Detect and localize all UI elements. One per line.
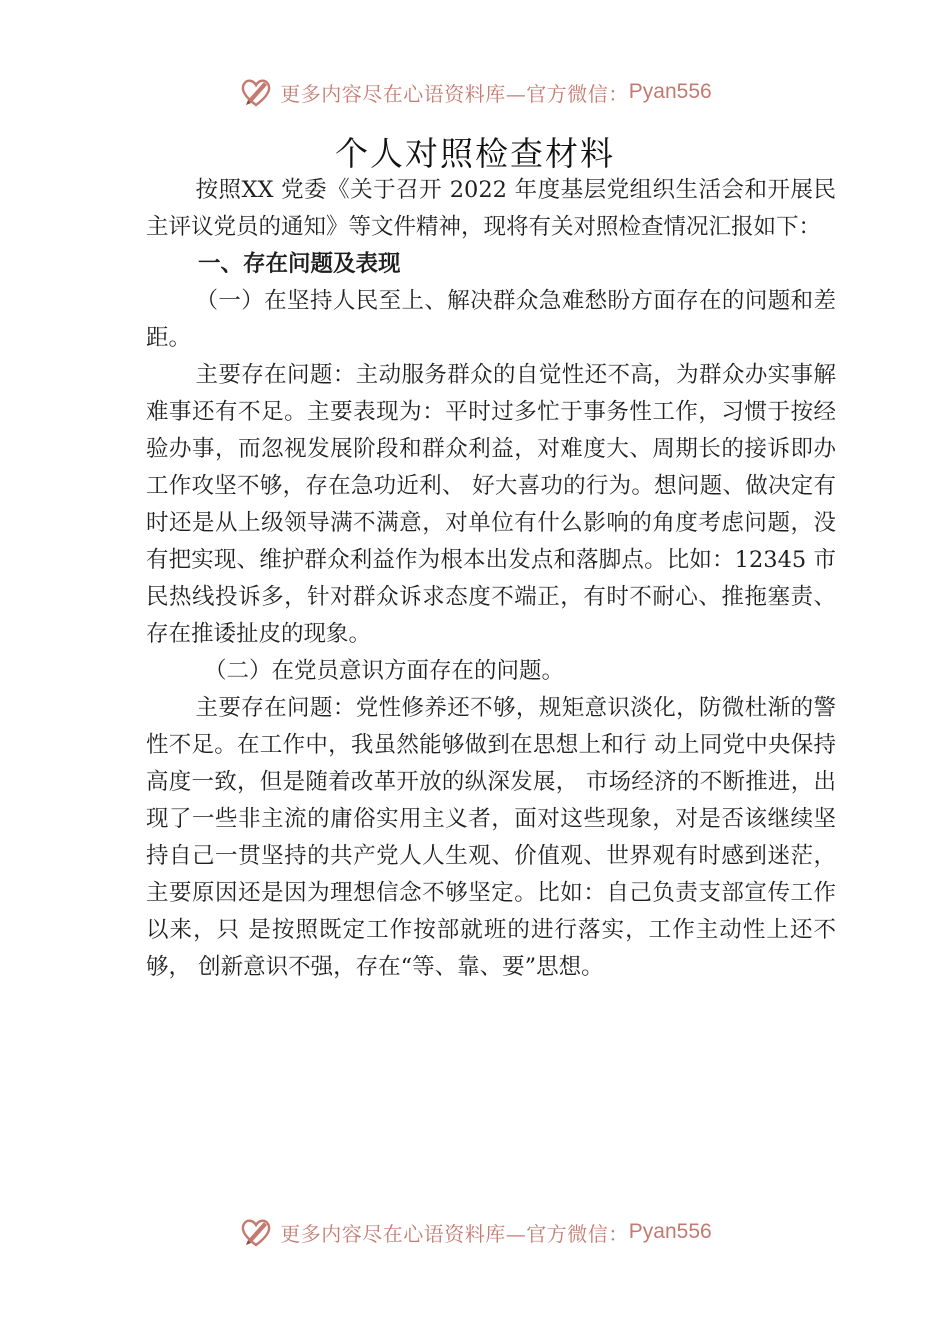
section-heading: 一、存在问题及表现 — [198, 251, 401, 277]
watermark-text: 更多内容尽在心语资料库—官方微信： — [280, 81, 629, 106]
watermark-header — [0, 72, 950, 112]
pen-heart-logo-icon — [238, 1214, 274, 1250]
watermark-wechat-id: Pyan556 — [628, 80, 712, 103]
subsection-heading-1: （一）在坚持人民至上、解决群众急难愁盼方面存在的问题和差距。 — [146, 288, 836, 351]
pen-heart-logo-icon — [238, 74, 274, 110]
watermark-footer — [0, 1212, 950, 1252]
watermark-wechat-id: Pyan556 — [628, 1220, 712, 1243]
subsection-body-1: 主要存在问题：主动服务群众的自觉性还不高，为群众办实事解难事还有不足。主要表现为：平时过多忙于事务性工作，习惯于按经验办事，而忽视发展阶段和群众利益，对难度大、周期长的接诉即办工作攻坚不够，存在急功近利、 好大喜功的行为。想问题、做决定有时还是从上级领导满不满意，对单位有什么影响的角度考虑问题，没有把实现、维护群众利益作为根本出发点和落脚点。比如：12345 市民热线投诉多，针对群众诉求态度不端正，有时不耐心、推拖塞责、存在推诿扯皮的现象。 — [146, 362, 836, 647]
intro-paragraph: 按照XX 党委《关于召开 2022 年度基层党组织生活会和开展民主评议党员的通知》等文件精神，现将有关对照检查情况汇报如下： — [146, 177, 836, 240]
subsection-heading-2: （二）在党员意识方面存在的问题。 — [204, 658, 565, 684]
watermark-text: 更多内容尽在心语资料库—官方微信： — [280, 1221, 629, 1246]
document-body — [146, 172, 836, 986]
document-title: 个人对照检查材料 — [335, 134, 615, 173]
subsection-body-2: 主要存在问题：党性修养还不够，规矩意识淡化，防微杜渐的警性不足。在工作中，我虽然能够做到在思想上和行 动上同党中央保持高度一致，但是随着改革开放的纵深发展， 市场经济的不断推进，出现了一些非主流的庸俗实用主义者，面对这些现象，对是否该继续坚持自己一贯坚持的共产党人人生观、价值观、世界观有时感到迷茫，主要原因还是因为理想信念不够坚定。比如：自己负责支部宣传工作以来，只 是按照既定工作按部就班的进行落实，工作主动性上还不够， 创新意识不强，存在“等、靠、要”思想。 — [146, 695, 836, 980]
